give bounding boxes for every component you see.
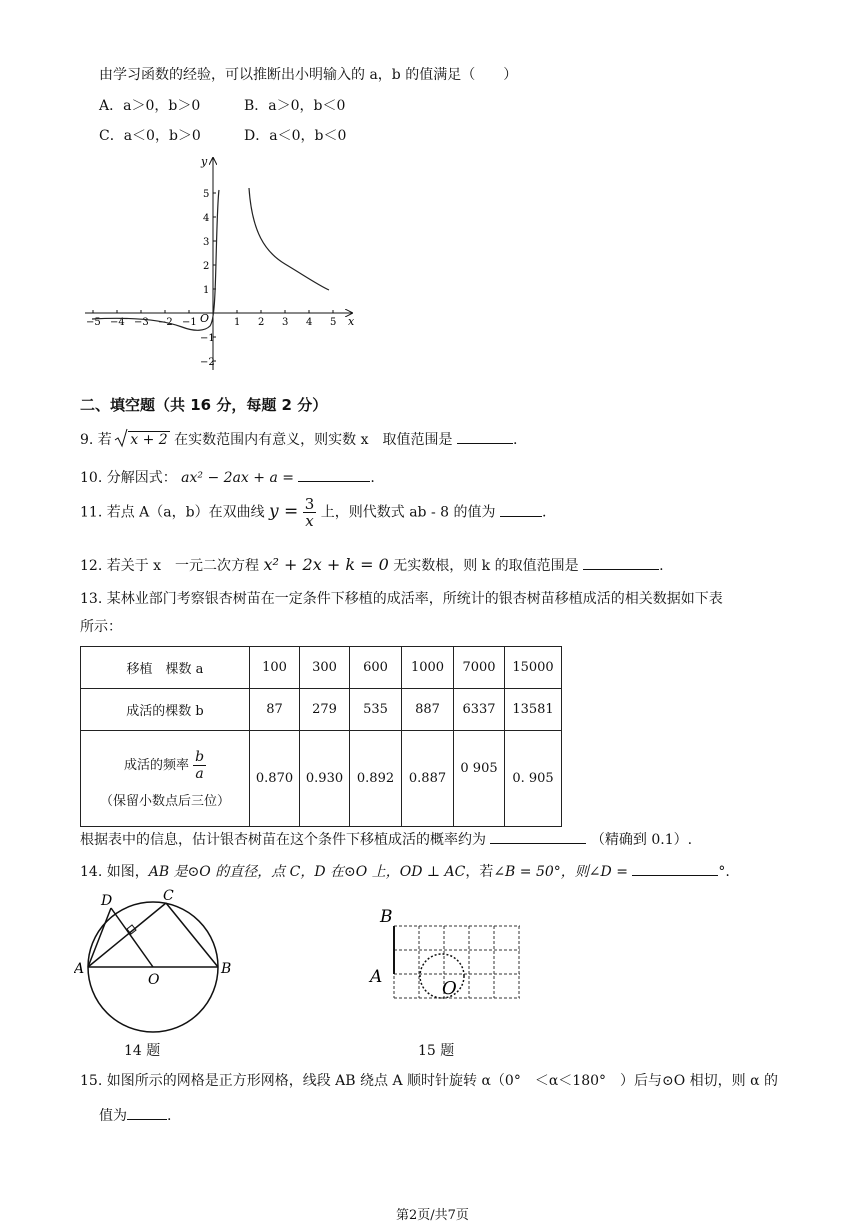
row3-label-text: 成活的频率	[123, 757, 189, 773]
x-tick-label: −2	[158, 317, 173, 328]
table-cell: 600	[350, 647, 402, 689]
q15-line2	[99, 1106, 171, 1125]
figure-15-grid	[368, 904, 528, 1012]
q11-answer-blank	[500, 503, 542, 517]
left-branch-curve	[92, 190, 219, 330]
q14-condition: OD ⊥ AC	[399, 864, 466, 880]
q14-ab: AB 是⊙O 的直径，点 C，D 在⊙O 上，	[148, 864, 400, 880]
q13-after: 根据表中的信息，估计银杏树苗在这个条件下移植成活的概率约为	[80, 832, 486, 848]
q13-line2: 所示：	[80, 619, 122, 635]
freq-numerator: b	[195, 748, 205, 765]
q13-after-end: （精确到 0.1）.	[590, 832, 693, 848]
q11-lhs: y =	[269, 501, 299, 522]
table-cell: 0. 905	[505, 731, 562, 827]
x-tick-label: 5	[330, 317, 337, 328]
q8-function-graph	[80, 152, 365, 377]
q9-end: .	[512, 432, 518, 448]
q11-numerator: 3	[304, 495, 315, 513]
q14-angle: ∠B = 50°，则∠D =	[493, 864, 628, 880]
y-tick-label: 2	[203, 261, 210, 272]
sqrt-expression	[116, 431, 169, 449]
table-cell: 279	[300, 689, 350, 731]
q11-denominator: x	[305, 512, 314, 530]
q10-end: .	[370, 470, 375, 486]
x-tick-label: 3	[282, 317, 289, 328]
table-cell: 0.887	[402, 731, 454, 827]
square-grid	[394, 926, 520, 998]
y-tick-label: 5	[203, 189, 210, 200]
q9-answer-blank	[457, 430, 513, 444]
table-cell: 15000	[505, 647, 562, 689]
point-o-label: O	[442, 978, 457, 999]
y-tick-label: −2	[200, 357, 215, 368]
point-b-label: B	[380, 907, 393, 927]
segment-do	[111, 908, 153, 967]
y-tick-label: −1	[200, 333, 215, 344]
q10	[80, 468, 375, 487]
q12-prefix: 12. 若关于 x 一元二次方程	[80, 558, 260, 574]
q9-prefix: 9. 若	[80, 432, 112, 448]
table-row	[81, 689, 562, 731]
q9-suffix: 在实数范围内有意义，则实数 x 取值范围是	[174, 432, 453, 448]
row-label	[81, 731, 250, 827]
row-label: 成活的棵数 b	[81, 689, 250, 731]
section-title: 二、填空题（共 16 分，每题 2 分）	[80, 396, 328, 414]
q8-option-b: B．a＞0，b＜0	[244, 98, 346, 114]
point-d-label: D	[101, 893, 113, 909]
q11-fraction	[303, 496, 317, 529]
row-label: 移植 棵数 a	[81, 647, 250, 689]
x-tick-label: −5	[86, 317, 101, 328]
radical-sign-icon	[114, 428, 128, 448]
x-tick-label: −1	[182, 317, 197, 328]
freq-denominator: a	[195, 765, 204, 782]
table-cell: 535	[350, 689, 402, 731]
q15-end: .	[167, 1108, 172, 1124]
x-tick-label: 2	[258, 317, 265, 328]
point-o-label: O	[148, 972, 160, 988]
point-a-label: A	[370, 967, 383, 987]
q12-equation: x² + 2x + k = 0	[263, 555, 389, 574]
q13-line1: 13. 某林业部门考察银杏树苗在一定条件下移植的成活率，所统计的银杏树苗移植成活的相关数据如下表	[80, 591, 723, 607]
y-tick-label: 1	[203, 285, 210, 296]
x-tick-label: −3	[134, 317, 149, 328]
table-cell: 7000	[454, 647, 505, 689]
q14	[80, 862, 730, 881]
q8-option-c: C．a＜0，b＞0	[99, 128, 201, 144]
table-cell: 300	[300, 647, 350, 689]
q9	[80, 430, 517, 449]
y-tick-label: 4	[203, 213, 210, 224]
table-row	[81, 647, 562, 689]
table-cell: 0.870	[250, 731, 300, 827]
point-b-label: B	[221, 961, 232, 977]
table-cell: 0 905	[454, 731, 505, 827]
q15-line2-text: 值为	[99, 1108, 127, 1124]
table-cell: 0.930	[300, 731, 350, 827]
figure-15-caption: 15 题	[418, 1043, 455, 1059]
radicand: x + 2	[130, 432, 168, 448]
q14-mid: ，若	[465, 864, 494, 880]
frequency-fraction	[193, 749, 206, 782]
q15-answer-blank	[127, 1106, 167, 1120]
point-a-label: A	[74, 961, 85, 977]
right-branch-curve	[249, 188, 329, 290]
q10-answer-blank	[298, 468, 370, 482]
q13-conclusion	[80, 830, 692, 849]
origin-label: O	[200, 312, 210, 325]
q11	[80, 496, 546, 529]
q10-prefix: 10. 分解因式：	[80, 470, 177, 486]
x-tick-label: 4	[306, 317, 313, 328]
y-tick-label: 3	[203, 237, 210, 248]
table-row	[81, 731, 562, 827]
page-number: 第2页/共7页	[396, 1208, 469, 1223]
table-cell: 1000	[402, 647, 454, 689]
x-axis-label: x	[348, 315, 355, 328]
q11-end: .	[541, 504, 547, 521]
x-tick-label: 1	[234, 317, 241, 328]
table-cell: 87	[250, 689, 300, 731]
table-cell: 0.892	[350, 731, 402, 827]
y-axis-label: y	[201, 155, 208, 168]
q15-line1: 15. 如图所示的网格是正方形网格，线段 AB 绕点 A 顺时针旋转 α（0° ＜α＜180° ）后与⊙O 相切，则 α 的	[80, 1073, 779, 1089]
point-c-label: C	[163, 888, 174, 904]
q8-option-d: D．a＜0，b＜0	[244, 128, 347, 144]
q14-end: °.	[718, 864, 730, 880]
q12-suffix: 无实数根，则 k 的取值范围是	[393, 558, 579, 574]
q11-suffix: 上，则代数式 ab - 8 的值为	[320, 504, 496, 521]
figure-14-circle	[74, 888, 244, 1036]
table-cell: 887	[402, 689, 454, 731]
q12	[80, 556, 664, 575]
q12-answer-blank	[583, 556, 659, 570]
table-cell: 100	[250, 647, 300, 689]
q11-prefix: 11. 若点 A（a，b）在双曲线	[80, 504, 265, 521]
x-tick-label: −4	[110, 317, 125, 328]
q14-answer-blank	[632, 862, 718, 876]
q8-option-a: A．a＞0，b＞0	[99, 98, 201, 114]
q8-stem: 由学习函数的经验，可以推断出小明输入的 a，b 的值满足（ ）	[99, 67, 518, 83]
transplant-data-table	[80, 646, 562, 827]
q10-expression: ax² − 2ax + a =	[181, 470, 294, 486]
table-cell: 6337	[454, 689, 505, 731]
figure-14-caption: 14 题	[124, 1043, 161, 1059]
q13-answer-blank	[490, 830, 586, 844]
row3-note: （保留小数点后三位）	[99, 793, 230, 809]
q14-prefix: 14. 如图，	[80, 864, 149, 880]
table-cell: 13581	[505, 689, 562, 731]
q12-end: .	[659, 558, 664, 574]
